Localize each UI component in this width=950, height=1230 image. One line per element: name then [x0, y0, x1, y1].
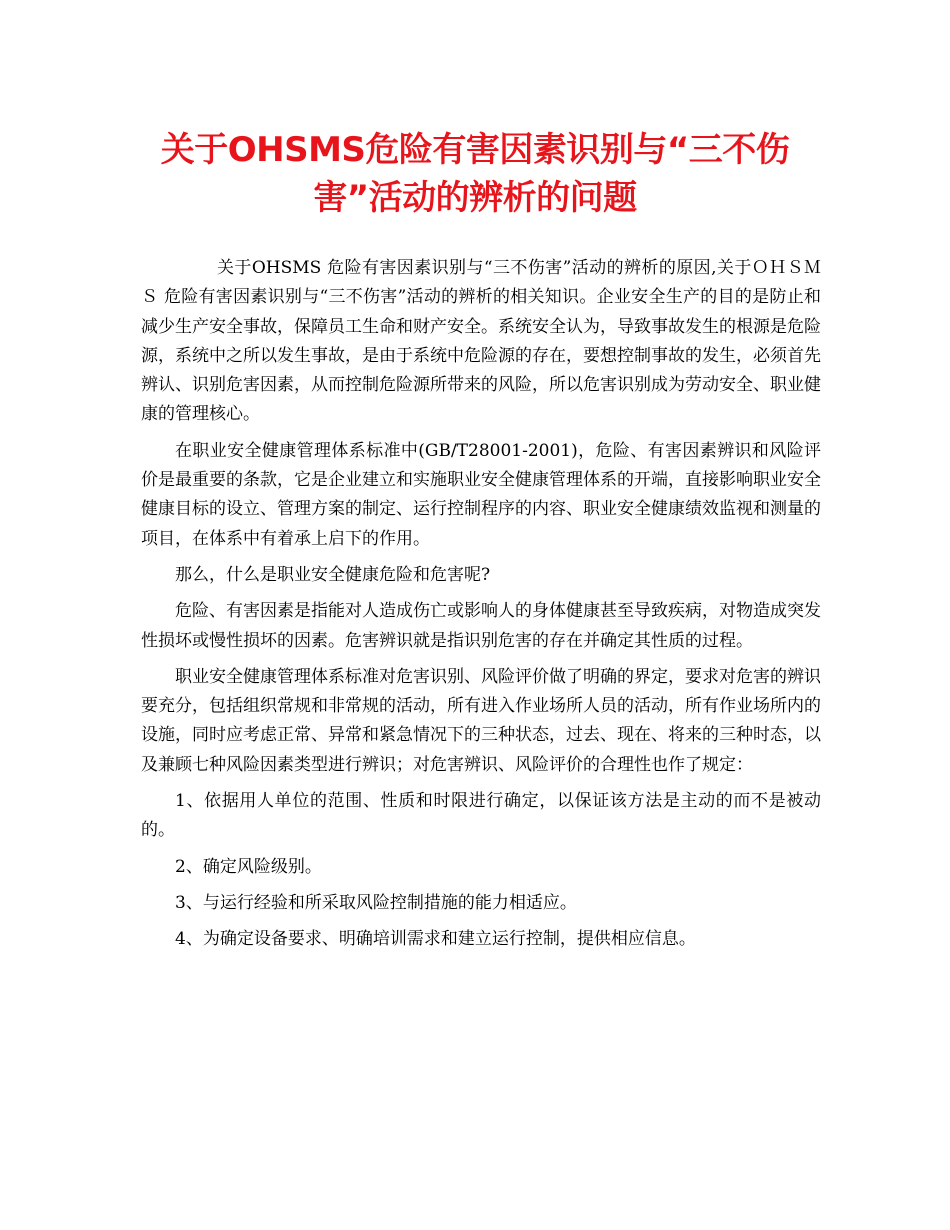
list-item-2: 2、确定风险级别。 — [175, 856, 322, 877]
list-item-3: 3、与运行经验和所采取风险控制措施的能力相适应。 — [175, 892, 577, 913]
document-title — [120, 126, 830, 222]
title-line-1: 关于OHSMS危险有害因素识别与“三不伤 — [160, 130, 790, 170]
document-body — [141, 254, 821, 962]
list-item-4: 4、为确定设备要求、明确培训需求和建立运行控制，提供相应信息。 — [175, 929, 696, 950]
paragraph-definition: 危险、有害因素是指能对人造成伤亡或影响人的身体健康甚至导致疾病，对物造成突发性损坏或慢性损坏的因素。危害辨识就是指识别危害的存在并确定其性质的过程。 — [141, 601, 821, 651]
paragraph-requirements: 职业安全健康管理体系标准对危害识别、风险评价做了明确的界定，要求对危害的辨识要充分，包括组织常规和非常规的活动，所有进入作业场所人员的活动，所有作业场所内的设施，同时应考虑正常、异常和紧急情况下的三种状态，过去、现在、将来的三种时态，以及兼顾七种风险因素类型进行辨识；对危害辨识、风险评价的合理性也作了规定： — [141, 666, 821, 775]
paragraph-question: 那么，什么是职业安全健康危险和危害呢? — [175, 564, 491, 585]
paragraph-standard: 在职业安全健康管理体系标准中(GB/T28001-2001)，危险、有害因素辨识和风险评价是最重要的条款，它是企业建立和实施职业安全健康管理体系的开端，直接影响职业安全健康目标的设立、管理方案的制定、运行控制程序的内容、职业安全健康绩效监视和测量的项目，在体系中有着承上启下的作用。 — [141, 440, 821, 549]
paragraph-intro: 关于OHSMS 危险有害因素识别与“三不伤害”活动的辨析的原因,关于ＯＨＳＭＳ 危险有害因素识别与“三不伤害”活动的辨析的相关知识。企业安全生产的目的是防止和减少生产安全事故，保障员工生命和财产安全。系统安全认为，导致事故发生的根源是危险源，系统中之所以发生事故，是由于系统中危险源的存在，要想控制事故的发生，必须首先辨认、识别危害因素，从而控制危险源所带来的风险，所以危害识别成为劳动安全、职业健康的管理核心。 — [141, 258, 821, 425]
title-line-2: 害”活动的辨析的问题 — [313, 178, 637, 218]
list-item-1: 1、依据用人单位的范围、性质和时限进行确定，以保证该方法是主动的而不是被动的。 — [141, 791, 821, 841]
